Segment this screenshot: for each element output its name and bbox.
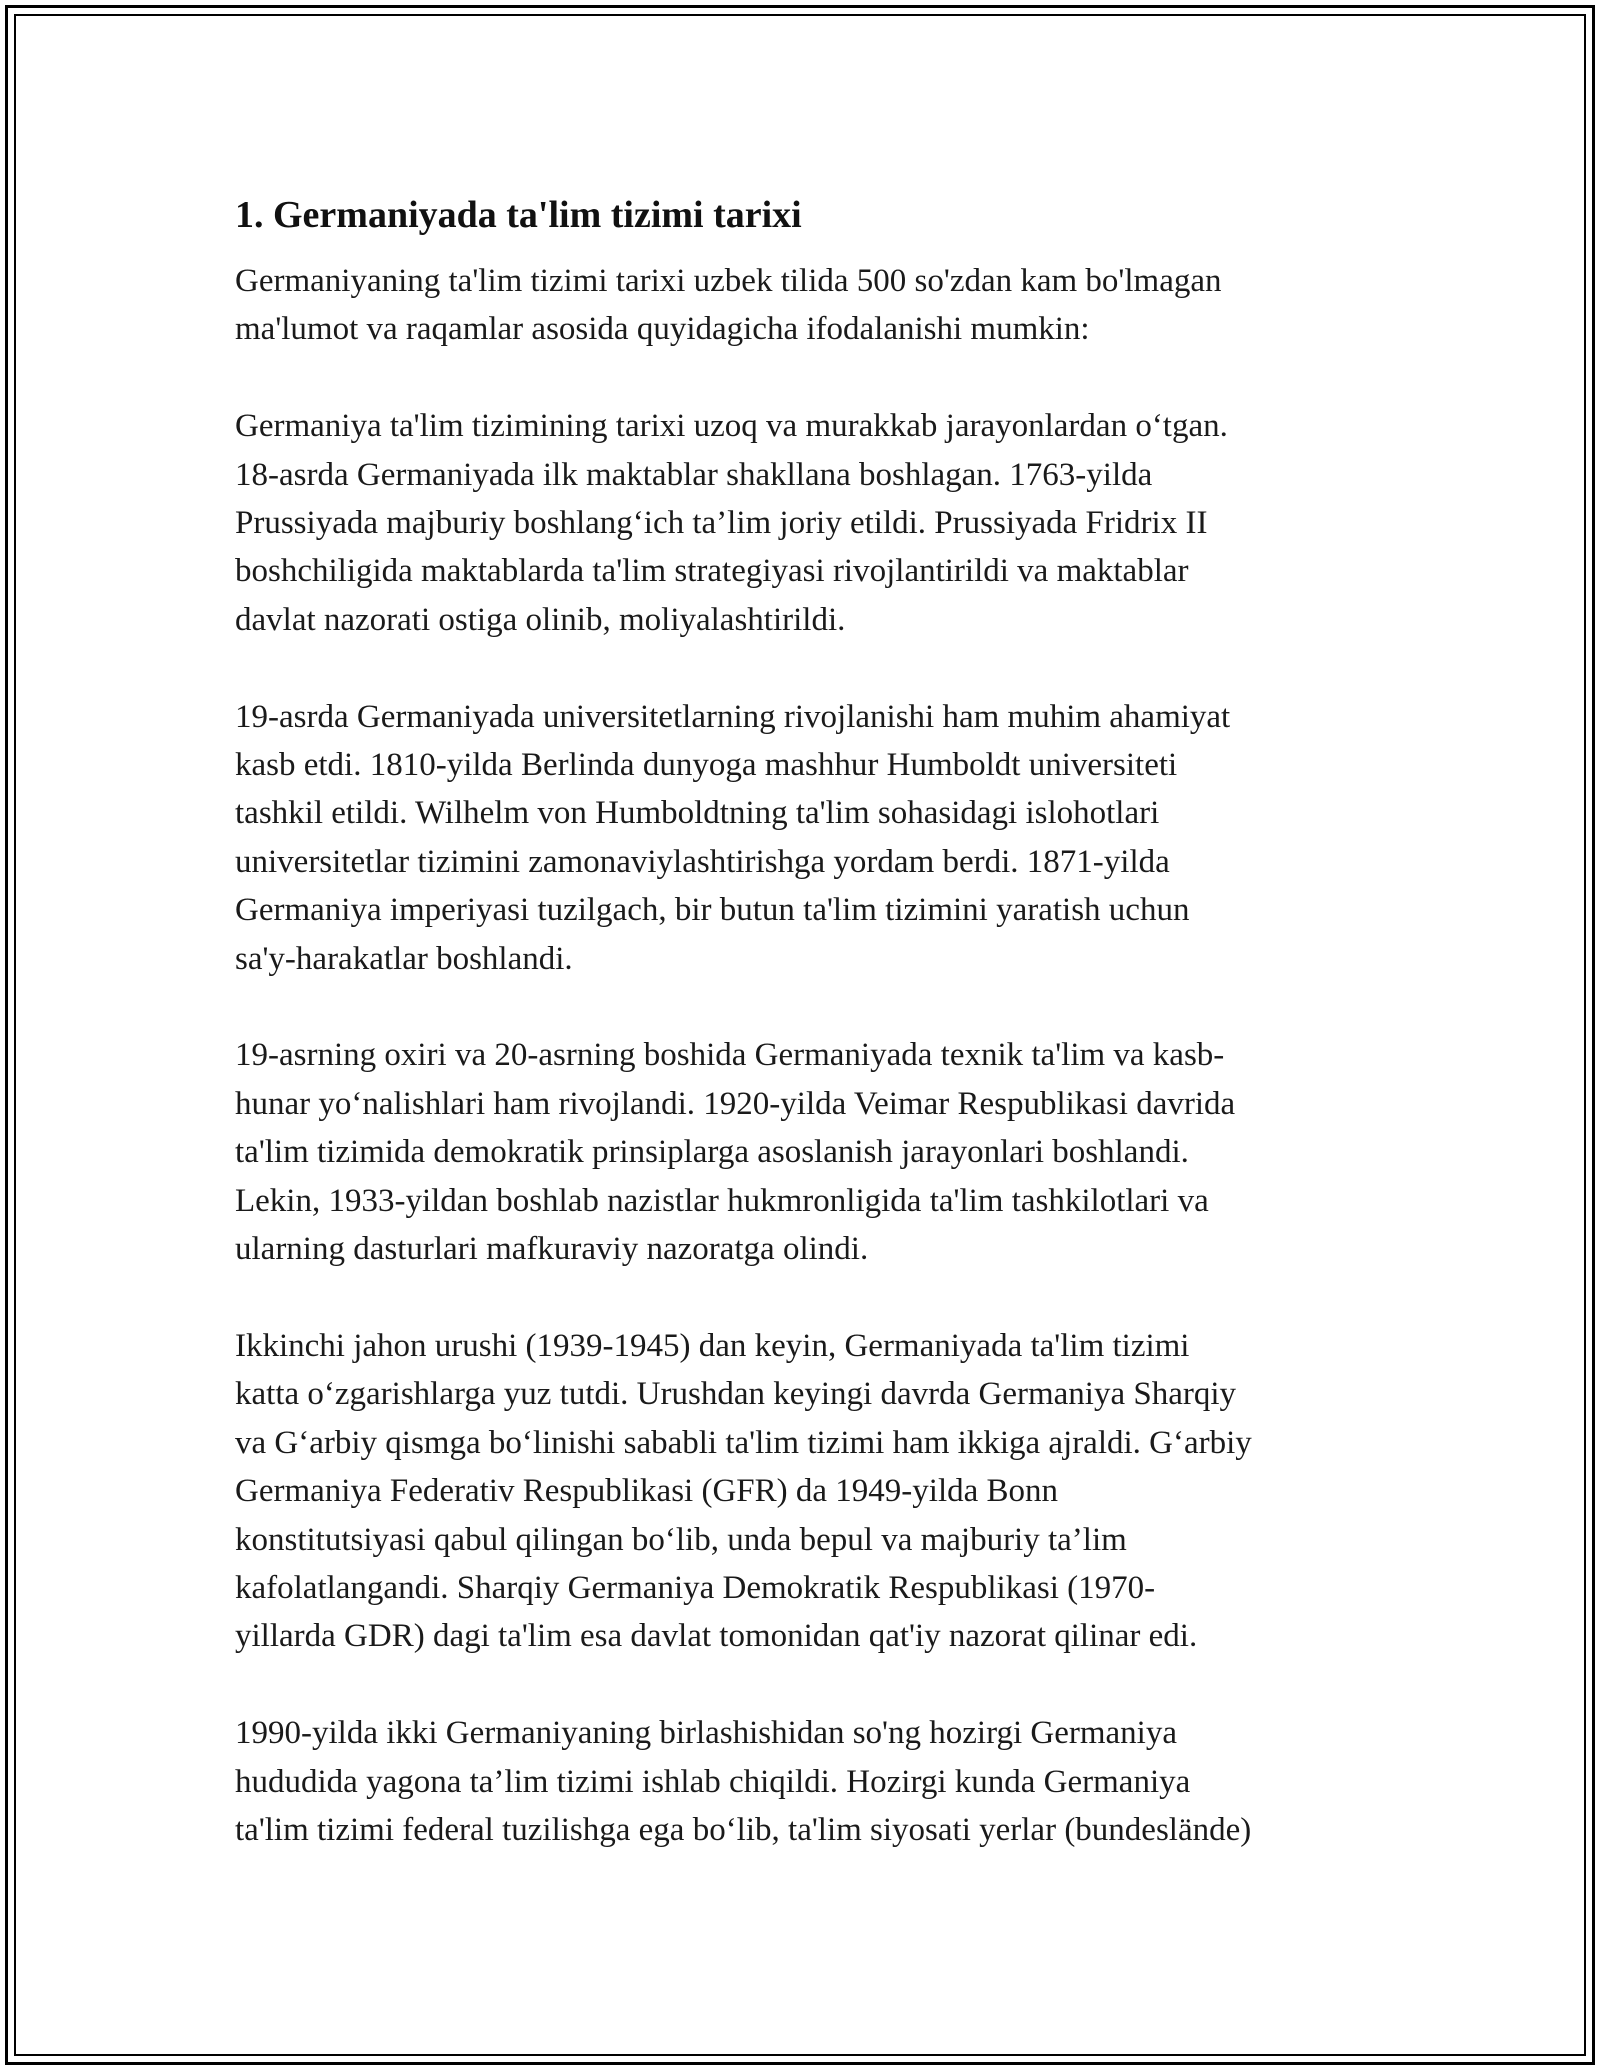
paragraph-19th-century — [235, 693, 1375, 983]
paragraph-18th-century — [235, 402, 1375, 644]
paragraph-reunification — [235, 1709, 1375, 1854]
text-line: 19-asrda Germaniyada universitetlarning rivojlanishi ham muhim ahamiyat — [235, 698, 1231, 735]
text-line: kasb etdi. 1810-yilda Berlinda dunyoga mashhur Humboldt universiteti — [235, 747, 1178, 784]
text-line: va G‘arbiy qismga bo‘linishi sababli ta'lim tizimi ham ikkiga ajraldi. G‘arbiy — [235, 1424, 1252, 1461]
text-line: kafolatlangandi. Sharqiy Germaniya Demokratik Respublikasi (1970- — [235, 1569, 1156, 1606]
text-line: 1990-yilda ikki Germaniyaning birlashishidan so'ng hozirgi Germaniya — [235, 1715, 1177, 1752]
section-heading: 1. Germaniyada ta'lim tizimi tarixi — [235, 194, 802, 236]
text-line: 19-asrning oxiri va 20-asrning boshida Germaniyada texnik ta'lim va kasb- — [235, 1037, 1225, 1074]
text-line: katta o‘zgarishlarga yuz tutdi. Urushdan keyingi davrda Germaniya Sharqiy — [235, 1376, 1237, 1413]
text-line: konstitutsiyasi qabul qilingan bo‘lib, unda bepul va majburiy ta’lim — [235, 1521, 1127, 1558]
text-line: sa'y-harakatlar boshlandi. — [235, 940, 573, 977]
text-line: Ikkinchi jahon urushi (1939-1945) dan keyin, Germaniyada ta'lim tizimi — [235, 1327, 1190, 1364]
text-line: ma'lumot va raqamlar asosida quyidagicha ifodalanishi mumkin: — [235, 311, 1090, 348]
text-line: tashkil etildi. Wilhelm von Humboldtning ta'lim sohasidagi islohotlari — [235, 795, 1160, 832]
text-line: ta'lim tizimi federal tuzilishga ega bo‘lib, ta'lim siyosati yerlar (bundeslände) — [235, 1811, 1252, 1848]
text-line: yillarda GDR) dagi ta'lim esa davlat tomonidan qat'iy nazorat qilinar edi. — [235, 1618, 1198, 1655]
paragraph-early-20th-century — [235, 1031, 1375, 1273]
text-line: hududida yagona ta’lim tizimi ishlab chiqildi. Hozirgi kunda Germaniya — [235, 1763, 1191, 1800]
document-body — [235, 185, 1375, 1903]
text-line: 18-asrda Germaniyada ilk maktablar shakllana boshlagan. 1763-yilda — [235, 456, 1153, 493]
text-line: Lekin, 1933-yildan boshlab nazistlar hukmronligida ta'lim tashkilotlari va — [235, 1182, 1209, 1219]
text-line: hunar yo‘nalishlari ham rivojlandi. 1920-yilda Veimar Respublikasi davrida — [235, 1085, 1236, 1122]
text-line: davlat nazorati ostiga olinib, moliyalashtirildi. — [235, 601, 846, 638]
text-line: ta'lim tizimida demokratik prinsiplarga asoslanish jarayonlari boshlandi. — [235, 1134, 1189, 1171]
text-line: ularning dasturlari mafkuraviy nazoratga olindi. — [235, 1231, 869, 1268]
text-line: universitetlar tizimini zamonaviylashtirishga yordam berdi. 1871-yilda — [235, 843, 1170, 880]
paragraph-post-war — [235, 1322, 1375, 1661]
text-line: Germaniyaning ta'lim tizimi tarixi uzbek tilida 500 so'zdan kam bo'lmagan — [235, 263, 1222, 299]
text-line: Germaniya imperiyasi tuzilgach, bir butun ta'lim tizimini yaratish uchun — [235, 892, 1190, 929]
text-line: Prussiyada majburiy boshlang‘ich ta’lim joriy etildi. Prussiyada Fridrix II — [235, 505, 1208, 542]
paragraph-intro — [235, 257, 1375, 354]
text-line: boshchiligida maktablarda ta'lim strategiyasi rivojlantirildi va maktablar — [235, 553, 1189, 590]
text-line: Germaniya Federativ Respublikasi (GFR) da 1949-yilda Bonn — [235, 1473, 1059, 1510]
text-line: Germaniya ta'lim tizimining tarixi uzoq va murakkab jarayonlardan o‘tgan. — [235, 408, 1228, 445]
